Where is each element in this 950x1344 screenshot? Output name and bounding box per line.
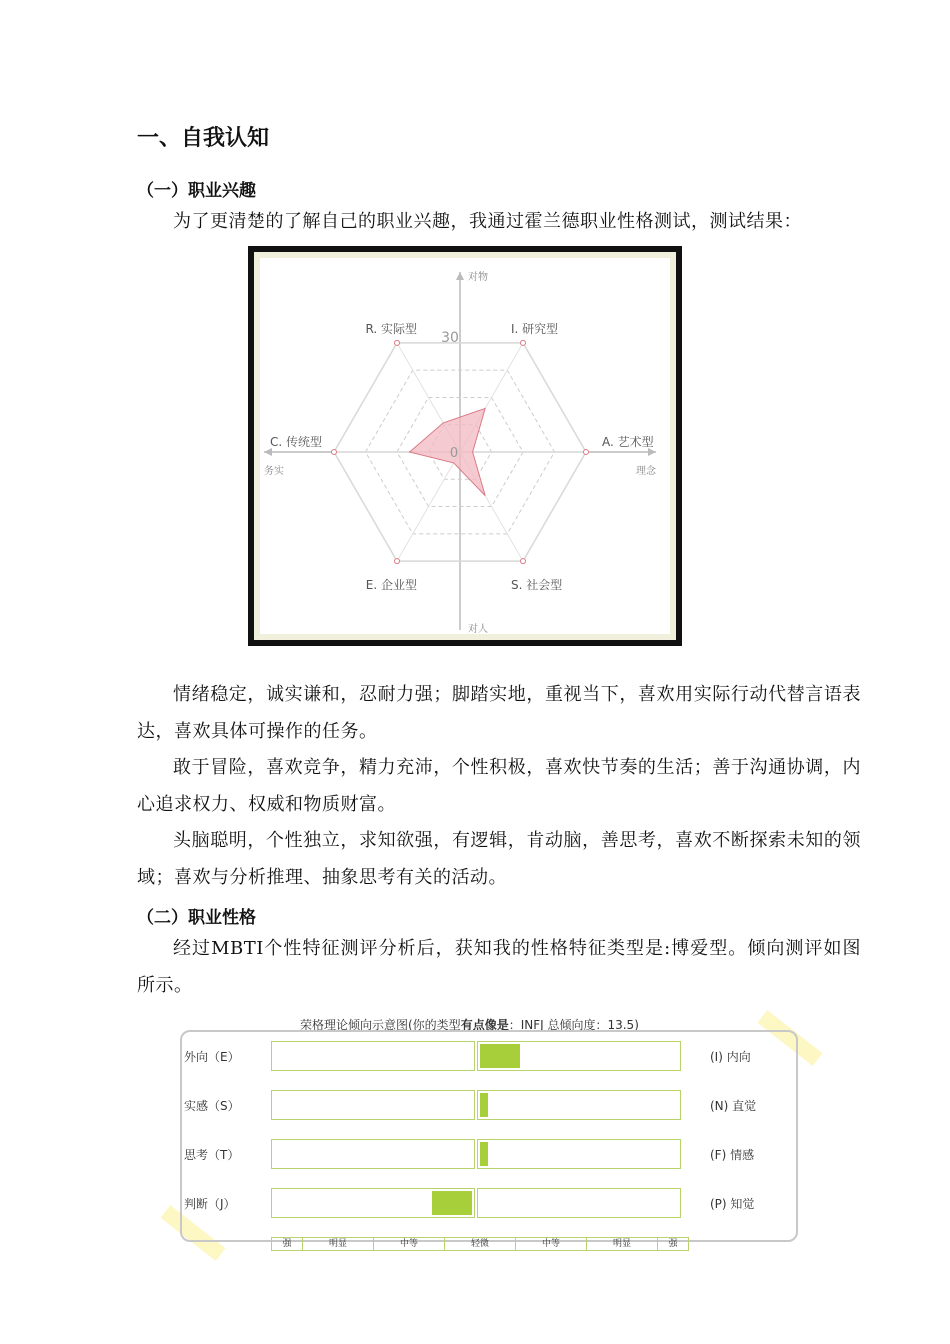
axis-vertex-4 (332, 450, 337, 455)
holland-chart (260, 258, 670, 634)
mbti-bar-left (271, 1090, 475, 1120)
axis-title-left: 务实 (264, 466, 284, 477)
main-heading: 一、自我认知 (137, 126, 270, 151)
mbti-chart-title: 荣格理论倾向示意图(你的类型有点像是：INFJ 总倾向度：13.5) (300, 1018, 639, 1032)
mbti-scale-label: 轻微 (445, 1238, 516, 1250)
mbti-preference-fill (480, 1093, 488, 1117)
horizontal-axis-arrow-right (648, 448, 656, 456)
mbti-scale-label: 明显 (587, 1238, 658, 1250)
interest-paragraph-3: 头脑聪明，个性独立，求知欲强，有逻辑，肯动脑，善思考，喜欢不断探索未知的领域；喜欢与分析推理、抽象思考有关的活动。 (137, 830, 861, 888)
vertical-axis-arrow (456, 272, 464, 280)
interest-paragraph-2: 敢于冒险，喜欢竞争，精力充沛，个性积极，喜欢快节奏的生活；善于沟通协调，内心追求权力、权威和物质财富。 (137, 757, 861, 815)
center-value-label: 0 (449, 446, 459, 461)
axis-vertex-1 (584, 450, 589, 455)
mbti-bar-right (477, 1041, 681, 1071)
mbti-left-label: 思考（T） (184, 1148, 240, 1162)
mbti-scale-label: 中等 (374, 1238, 445, 1250)
axis-vertex-5 (395, 340, 400, 345)
mbti-bar-left (271, 1041, 475, 1071)
holland-chart-frame (248, 246, 682, 646)
holland-radar-svg (260, 258, 670, 634)
axis-label-5: R. 实际型 (365, 321, 417, 336)
axis-label-1: A. 艺术型 (602, 435, 654, 449)
horizontal-axis-arrow-left (264, 448, 272, 456)
axis-vertex-3 (395, 559, 400, 564)
mbti-right-label: (I) 内向 (710, 1050, 751, 1064)
interest-paragraph-1: 情绪稳定，诚实谦和，忍耐力强；脚踏实地，重视当下，喜欢用实际行动代替言语表达，喜欢具体可操作的任务。 (137, 684, 861, 742)
mbti-right-label: (F) 情感 (710, 1148, 755, 1162)
personality-paragraph: 经过MBTI个性特征测评分析后，获知我的性格特征类型是:博爱型。倾向测评如图所示。 (137, 938, 861, 996)
section-title-interest: （一）职业兴趣 (137, 181, 256, 201)
mbti-left-label: 实感（S） (184, 1099, 240, 1113)
mbti-preference-fill (480, 1142, 488, 1166)
mbti-bar-right (477, 1188, 681, 1218)
mbti-scale (271, 1237, 689, 1251)
axis-title-top: 对物 (468, 272, 488, 283)
axis-label-4: C. 传统型 (269, 435, 322, 449)
mbti-right-label: (N) 直觉 (710, 1099, 757, 1113)
mbti-bar-right (477, 1139, 681, 1169)
mbti-scale-label: 强 (272, 1238, 303, 1250)
mbti-scale-label: 强 (668, 1239, 678, 1249)
section-title-personality: （二）职业性格 (137, 908, 256, 928)
interest-intro: 为了更清楚的了解自己的职业兴趣，我通过霍兰德职业性格测试，测试结果： (173, 211, 802, 232)
mbti-left-label: 判断（J） (184, 1197, 236, 1211)
mbti-bar-right (477, 1090, 681, 1120)
axis-title-bottom: 对人 (468, 624, 488, 634)
mbti-preference-fill (432, 1191, 472, 1215)
mbti-bar-left (271, 1188, 475, 1218)
axis-title-right: 理念 (636, 466, 656, 477)
mbti-bar-left (271, 1139, 475, 1169)
axis-label-3: E. 企业型 (365, 578, 417, 593)
axis-vertex-2 (521, 559, 526, 564)
mbti-right-label: (P) 知觉 (710, 1197, 755, 1211)
mbti-scale-label: 中等 (516, 1238, 587, 1250)
axis-vertex-0 (521, 340, 526, 345)
axis-label-2: S. 社会型 (511, 578, 563, 593)
mbti-scale-label: 明显 (303, 1238, 374, 1250)
mbti-left-label: 外向（E） (184, 1050, 240, 1064)
axis-label-0: I. 研究型 (511, 321, 559, 336)
mbti-preference-fill (480, 1044, 520, 1068)
max-value-label: 30 (441, 330, 459, 346)
